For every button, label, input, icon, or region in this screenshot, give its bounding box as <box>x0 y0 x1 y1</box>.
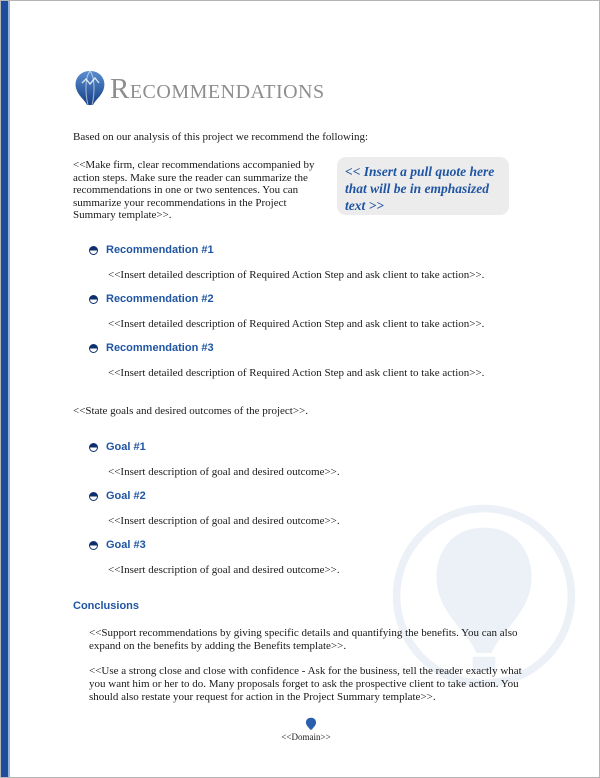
list-item <box>89 439 340 478</box>
recommendation-description: <<Insert detailed description of Required Action Step and ask client to take action>>. <box>108 269 485 281</box>
list-item <box>89 340 484 379</box>
goal-label: Goal #1 <box>106 441 146 453</box>
conclusions-paragraph-1: <<Support recommendations by giving specific details and quantifying the benefits. You can also expand on the benefits by adding the Benefits template>>. <box>89 627 518 652</box>
list-item <box>89 537 340 576</box>
list-item <box>89 488 340 527</box>
bullet-icon <box>89 541 98 550</box>
footer-logo-icon <box>305 717 317 731</box>
conclusions-heading: Conclusions <box>73 600 140 612</box>
lead-paragraph: <<Make firm, clear recommendations accompanied by action steps. Make sure the reader can summarize the recommendations in one or two sentences. You can summarize your recommendations in the Project Summary template>>. <box>73 159 315 222</box>
goals-intro-text: <<State goals and desired outcomes of the project>>. <box>73 405 308 417</box>
left-accent-stripe <box>8 1 10 778</box>
goal-label: Goal #2 <box>106 490 146 502</box>
conclusions-paragraph-2: <<Use a strong close and close with confidence - Ask for the business, tell the reader exactly what you want him or her to do. Many proposals forget to ask the prospective client to take action. You should also restate your request for action in the Project Summary template>>. <box>89 665 522 703</box>
balloon-watermark-icon <box>389 501 579 691</box>
bullet-icon <box>89 443 98 452</box>
recommendation-label: Recommendation #2 <box>106 293 214 305</box>
recommendation-description: <<Insert detailed description of Required Action Step and ask client to take action>>. <box>108 367 485 379</box>
goal-description: <<Insert description of goal and desired outcome>>. <box>108 564 340 576</box>
page-title: Recommendations <box>110 72 325 105</box>
section-header <box>73 69 325 109</box>
pull-quote <box>337 157 509 215</box>
bullet-icon <box>89 295 98 304</box>
goals-list <box>89 439 340 576</box>
goal-description: <<Insert description of goal and desired outcome>>. <box>108 466 340 478</box>
recommendation-label: Recommendation #3 <box>106 342 214 354</box>
bullet-icon <box>89 344 98 353</box>
recommendation-label: Recommendation #1 <box>106 244 214 256</box>
bullet-icon <box>89 246 98 255</box>
goal-label: Goal #3 <box>106 539 146 551</box>
goal-description: <<Insert description of goal and desired outcome>>. <box>108 515 340 527</box>
pull-quote-text: << Insert a pull quote here that will be in emphasized text >> <box>345 164 495 213</box>
bullet-icon <box>89 492 98 501</box>
list-item <box>89 291 484 330</box>
left-accent-bar <box>1 1 8 778</box>
recommendations-list <box>89 242 484 379</box>
footer-domain: <<Domain>> <box>281 732 331 742</box>
hot-air-balloon-logo-icon <box>73 69 107 109</box>
recommendation-description: <<Insert detailed description of Required Action Step and ask client to take action>>. <box>108 318 485 330</box>
list-item <box>89 242 484 281</box>
intro-text: Based on our analysis of this project we recommend the following: <box>73 131 369 143</box>
